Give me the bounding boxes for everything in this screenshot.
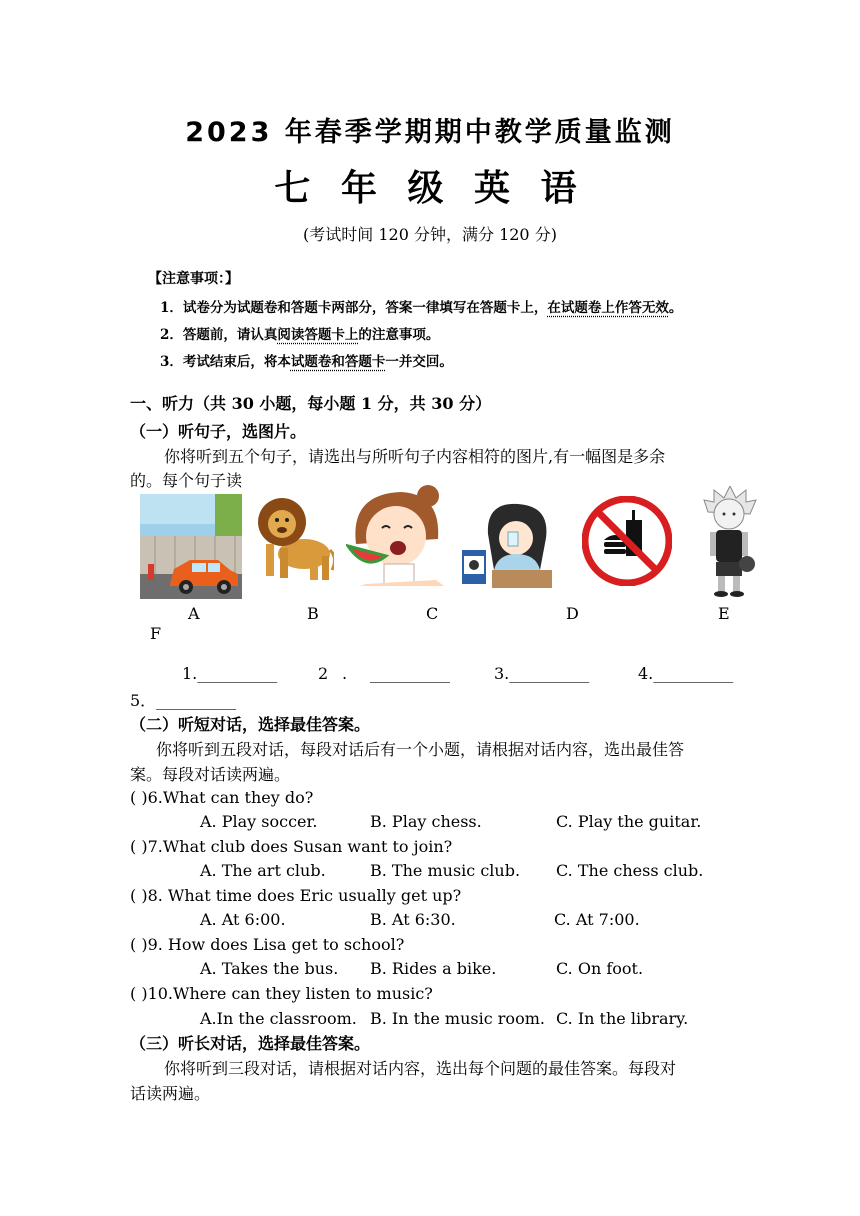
part3-instructions-line2: 话读两遍。 xyxy=(130,1084,211,1103)
option-7b[interactable]: B. The music club. xyxy=(370,861,521,880)
note-emphasis: 在试题卷上作答无效 xyxy=(547,300,669,316)
picture-label-b: B xyxy=(307,604,319,623)
note-emphasis: 阅读答题卡上 xyxy=(277,327,359,343)
note-text: 一并交回。 xyxy=(385,354,453,370)
note-emphasis: 试题卷和答题卡 xyxy=(290,354,386,370)
girl-eating-watermelon-picture xyxy=(346,484,446,586)
option-7a[interactable]: A. The art club. xyxy=(200,861,326,880)
answer-blank-5[interactable]: 5．__________ xyxy=(130,691,237,710)
part2-heading: （二）听短对话，选择最佳答案。 xyxy=(130,715,371,734)
note-text: 2．答题前，请认真 xyxy=(160,327,278,343)
answer-blank-2-dot: . xyxy=(342,664,348,683)
note-text: 3．考试结束后，将本 xyxy=(160,354,291,370)
picture-label-a: A xyxy=(188,604,200,623)
option-8b[interactable]: B. At 6:30. xyxy=(370,910,456,929)
picture-label-e: E xyxy=(718,604,730,623)
part2-instructions-line2: 案。每段对话读两遍。 xyxy=(130,765,291,784)
picture-label-c: C xyxy=(426,604,439,623)
note-text: 1．试卷分为试题卷和答题卡两部分，答案一律填写在答题卡上， xyxy=(160,300,548,316)
question-8: ( )8. What time does Eric usually get up? xyxy=(130,886,462,905)
answer-blank-3[interactable]: 3.__________ xyxy=(494,664,590,683)
question-9: ( )9. How does Lisa get to school? xyxy=(130,935,405,954)
answer-blank-2-number: 2 xyxy=(318,664,329,683)
option-8c[interactable]: C. At 7:00. xyxy=(554,910,640,929)
option-9a[interactable]: A. Takes the bus. xyxy=(200,959,339,978)
answer-blank-1[interactable]: 1.__________ xyxy=(182,664,278,683)
question-10: ( )10.Where can they listen to music? xyxy=(130,984,433,1003)
note-item-3 xyxy=(160,350,453,370)
notes-heading: 【注意事项：】 xyxy=(148,271,239,287)
section-heading: 一、听力（共 30 小题，每小题 1 分，共 30 分） xyxy=(130,394,492,413)
option-10a[interactable]: A.In the classroom. xyxy=(200,1009,357,1028)
lion-picture xyxy=(252,488,334,586)
question-6: ( )6.What can they do? xyxy=(130,788,314,807)
note-item-1 xyxy=(160,296,682,316)
option-9b[interactable]: B. Rides a bike. xyxy=(370,959,497,978)
picture-label-f: F xyxy=(150,624,162,643)
question-7: ( )7.What club does Susan want to join? xyxy=(130,837,453,856)
no-food-drink-sign-picture xyxy=(582,496,672,586)
answer-blank-2[interactable]: __________ xyxy=(370,664,450,683)
exam-title: 2023 年春季学期期中教学质量监测 xyxy=(185,117,675,148)
part3-heading: （三）听长对话，选择最佳答案。 xyxy=(130,1034,371,1053)
exam-subtitle: (考试时间 120 分钟，满分 120 分) xyxy=(303,225,557,244)
note-text: 。 xyxy=(668,300,683,316)
option-8a[interactable]: A. At 6:00. xyxy=(200,910,286,929)
option-6c[interactable]: C. Play the guitar. xyxy=(556,812,702,831)
option-10b[interactable]: B. In the music room. xyxy=(370,1009,545,1028)
note-text: 的注意事项。 xyxy=(358,327,440,343)
option-6a[interactable]: A. Play soccer. xyxy=(200,812,318,831)
option-10c[interactable]: C. In the library. xyxy=(556,1009,689,1028)
part3-instructions-line1: 你将听到三段对话，请根据对话内容，选出每个问题的最佳答案。每段对 xyxy=(164,1059,677,1078)
boy-with-basketball-picture xyxy=(700,486,758,600)
option-9c[interactable]: C. On foot. xyxy=(556,959,644,978)
part2-instructions-line1: 你将听到五段对话，每段对话后有一个小题，请根据对话内容，选出最佳答 xyxy=(156,740,685,759)
car-street-picture xyxy=(140,494,242,599)
note-item-2 xyxy=(160,323,439,343)
option-6b[interactable]: B. Play chess. xyxy=(370,812,482,831)
subject-title: 七 年 级 英 语 xyxy=(274,168,586,209)
part1-instructions-line1: 你将听到五个句子，请选出与所听句子内容相符的图片,有一幅图是多余 xyxy=(164,447,666,466)
part1-heading: （一）听句子，选图片。 xyxy=(130,422,307,441)
option-7c[interactable]: C. The chess club. xyxy=(556,861,704,880)
girl-drinking-milk-picture xyxy=(458,498,552,590)
answer-blank-4[interactable]: 4.__________ xyxy=(638,664,734,683)
part1-instructions-line2: 的。每个句子读 xyxy=(130,471,243,490)
picture-label-d: D xyxy=(566,604,579,623)
